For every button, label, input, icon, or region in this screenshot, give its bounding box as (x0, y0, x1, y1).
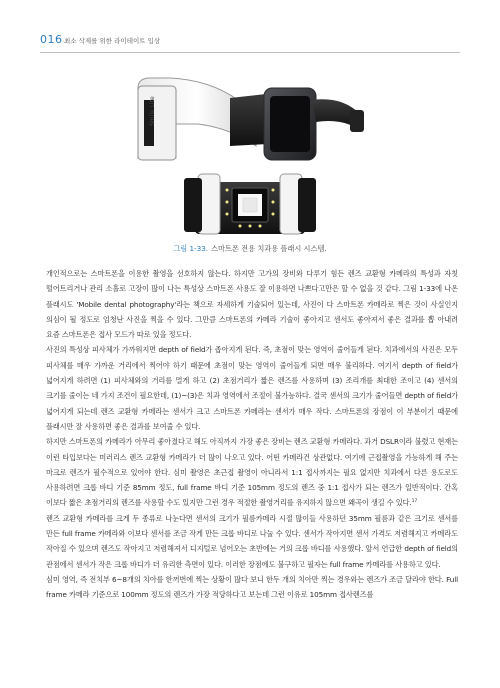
paragraph-text: 하지만 스마트폰의 카메라가 아무리 좋아졌다고 해도 아직까지 가장 좋은 장비는 렌즈 교환형 카메라다. 과거 DSLR이라 불렸고 현재는 이런 타입보다는 미러리스 렌즈 교환형 카메라가 더 많이 나오고 있다. 어떤 카메라건 상관없다. 여기에 근접촬영을 가능하게 해 주는 마크로 렌즈가 필수적으로 있어야 한다. 심미 촬영은 초근접 촬영이 아니라서 1:1 접사까지는 필요 없지만 치과에서 다른 용도로도 사용하려면 크롭 바디 기준 85mm 정도, full frame 바디 기준 105mm 정도의 렌즈 중 1:1 접사가 되는 렌즈가 일반적이다. 간혹 이보다 짧은 초점거리의 렌즈를 사용할 수도 있지만 그런 경우 적절한 촬영거리를 유지하지 않으면 왜곡이 생길 수 있다. (46, 437, 458, 508)
paragraph: 심미 영역, 즉 전치부 6~8개의 치아를 한꺼번에 찍는 상황이 많다 보니 한두 개의 치아만 찍는 경우와는 렌즈가 조금 달라야 한다. Full frame 카메라 기준으로 100mm 정도의 렌즈가 가장 적당하다고 보는데 그런 이유로 105mm 접사렌즈를 (46, 574, 458, 600)
device-brand-text: Smile Lite (149, 96, 156, 126)
paragraph: 개인적으로는 스마트폰을 이용한 촬영을 선호하지 않는다. 하지만 고가의 장비와 다루기 힘든 렌즈 교환형 카메라의 특성과 자칫 떨어트리거나 관리 소홀로 고장이 많이 나는 특성상 스마트폰 사용도 잘 이용하면 나쁘다고만은 할 수 없을 것 같다. 그림 1-33에 나온 플래시도 'Mobile dental photography'라는 책으로 자세하게 기술되어 있는데, 사진이 다 스마트폰 카메라로 찍은 것이 사실인지 의심이 될 정도로 엄청난 사진을 찍을 수 있다. 그만큼 스마트폰의 카메라 기술이 좋아지고 센서도 좋아져서 좋은 결과를 뽑 아내려 요즘 스마트폰은 접사 모드가 따로 있을 정도다. (46, 269, 458, 340)
header-divider (40, 52, 460, 53)
caption-label: 그림 1-33. (173, 244, 209, 253)
paragraph: 렌즈 교환형 카메라를 크게 두 종류로 나눈다면 센서의 크기가 필름카메라 시절 많이들 사용하던 35mm 필름과 같은 크기로 센서를 만든 full frame 카메라와 이보다 센서를 조금 작게 만든 크롭 바디로 나눌 수 있다. 센서가 작아지면 센서 가격도 저렴해지고 카메라도 작아질 수 있으며 렌즈도 작아지고 저렴해져서 디지털로 넘어오는 초반에는 거의 크롭 바디를 사용했다. 앞서 언급한 depth of field의 관점에서 센서가 작은 크롭 바디가 더 유리한 측면이 있다. 이러한 장점에도 불구하고 필자는 full frame 카메라를 사용하고 있다. (46, 513, 458, 569)
flash-device-front-view (184, 174, 316, 234)
footnote-marker: 17 (411, 499, 418, 505)
paragraph: 사진의 특성상 피사체가 가까워지면 depth of field가 좁아지게 된다. 즉, 초점이 맞는 영역이 줄어들게 된다. 치과에서의 사진은 모두 피사체를 매우 가까운 거리에서 찍어야 하기 때문에 초점이 맞는 영역이 줄어들게 되면 매우 불리하다. 여기서 depth of field가 넓어지게 하려면 (1) 피사체와의 거리를 멀게 하고 (2) 초점거리가 짧은 렌즈를 사용하며 (3) 조리개를 최대한 조이고 (4) 센서의 크기를 줄이는 네 가지 조건이 필요한데, (1)~(3)은 치과 영역에서 조절이 불가능하다. 결국 센서의 크기가 줄어들면 depth of field가 넓어지게 되는데 렌즈 교환형 카메라는 센서가 크고 스마트폰 카메라는 센서가 매우 작다. 스마트폰의 장점이 이 부분이기 때문에 플래시만 잘 사용하면 좋은 결과를 보여줄 수 있다. (46, 345, 458, 431)
body-text (46, 266, 458, 603)
running-title: 최소 삭제를 위한 라이테이트 입상 (64, 37, 161, 45)
page-number: 016 (40, 33, 63, 46)
paragraph (46, 434, 458, 510)
caption-text: 스마트폰 전용 치과용 플래시 시스템. (211, 244, 327, 253)
flash-device-side-view (138, 78, 364, 160)
figure-flash-system (80, 70, 420, 240)
page-header (0, 0, 500, 58)
figure-caption (0, 244, 500, 254)
